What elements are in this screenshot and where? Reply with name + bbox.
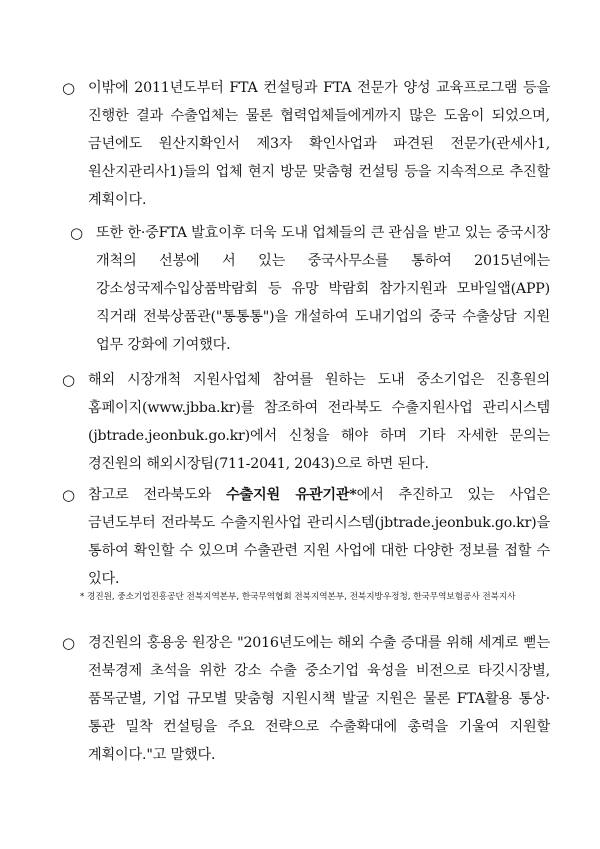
- footnote: * 경진원, 중소기업진흥공단 전북지역본부, 한국무역협회 전북지역본부, 전북지방우정청, 한국무역보험공사 전북지사: [80, 592, 516, 602]
- paragraph-text: 경진원의 홍용웅 원장은 "2016년도에는 해외 수출 증대를 위해 세계로 뻗는 전북경제 초석을 위한 강소 수출 중소기업 육성을 비전으로 타깃시장별, 품목군별, 기업 규모별 맞춤형 지원시책 발굴 지원은 물론 FTA활용 통상·통관 밀착 컨설팅을 주요 전략으로 수출확대에 총력을 기울여 지원할 계획이다."고 말했다.: [88, 635, 550, 763]
- bullet-circle: ○: [62, 486, 76, 504]
- paragraph-director-quote: [62, 629, 550, 769]
- paragraph-text-part: 참고로 전라북도와: [88, 487, 226, 503]
- paragraph-text: 이밖에 2011년도부터 FTA 컨설팅과 FTA 전문가 양성 교육프로그램 등을 진행한 결과 수출업체는 물론 협력업체들에게까지 많은 도움이 되었으며, 금년에도 원산지확인서 제3자 확인사업과 파견된 전문가(관세사1, 원산지관리사1)들의 업체 현지 방문 맞춤형 컨설팅 등을 지속적으로 추진할 계획이다.: [88, 80, 550, 208]
- paragraph-text: 또한 한·중FTA 발효이후 더욱 도내 업체들의 큰 관심을 받고 있는 중국시장 개척의 선봉에 서 있는 중국사무소를 통하여 2015년에는 강소성국제수입상품박람회 등 유망 박람회 참가지원과 모바일앱(APP) 직거래 전북상품관("통통통")을 개설하여 도내기업의 중국 수출상담 지원 업무 강화에 기여했다.: [96, 225, 550, 353]
- paragraph-text: 해외 시장개척 지원사업체 참여를 원하는 도내 중소기업은 진흥원의 홈페이지(www.jbba.kr)를 참조하여 전라북도 수출지원사업 관리시스템(jbtrade.jeonbuk.go.kr)에서 신청을 해야 하며 기타 자세한 문의는 경진원의 해외시장팀(711-2041, 2043)으로 하면 된다.: [88, 372, 550, 472]
- paragraph-overseas-market: [62, 366, 550, 478]
- paragraph-text: [88, 481, 550, 593]
- bullet-circle: ○: [62, 371, 76, 389]
- bullet-circle: ○: [62, 79, 76, 97]
- bullet-circle: ○: [62, 634, 76, 652]
- paragraph-reference: [62, 481, 550, 593]
- paragraph-china-office: [70, 219, 550, 359]
- paragraph-text-bold: 수출지원 유관기관*: [225, 487, 357, 503]
- bullet-circle: ○: [70, 224, 84, 242]
- paragraph-text-part: 에서 추진하고 있는 사업은 금년도부터 전라북도 수출지원사업 관리시스템(jbtrade.jeonbuk.go.kr)을 통하여 확인할 수 있으며 수출관련 지원 사업에 대한 다양한 정보를 접할 수 있다.: [88, 487, 550, 587]
- paragraph-fta-consulting: [62, 74, 550, 214]
